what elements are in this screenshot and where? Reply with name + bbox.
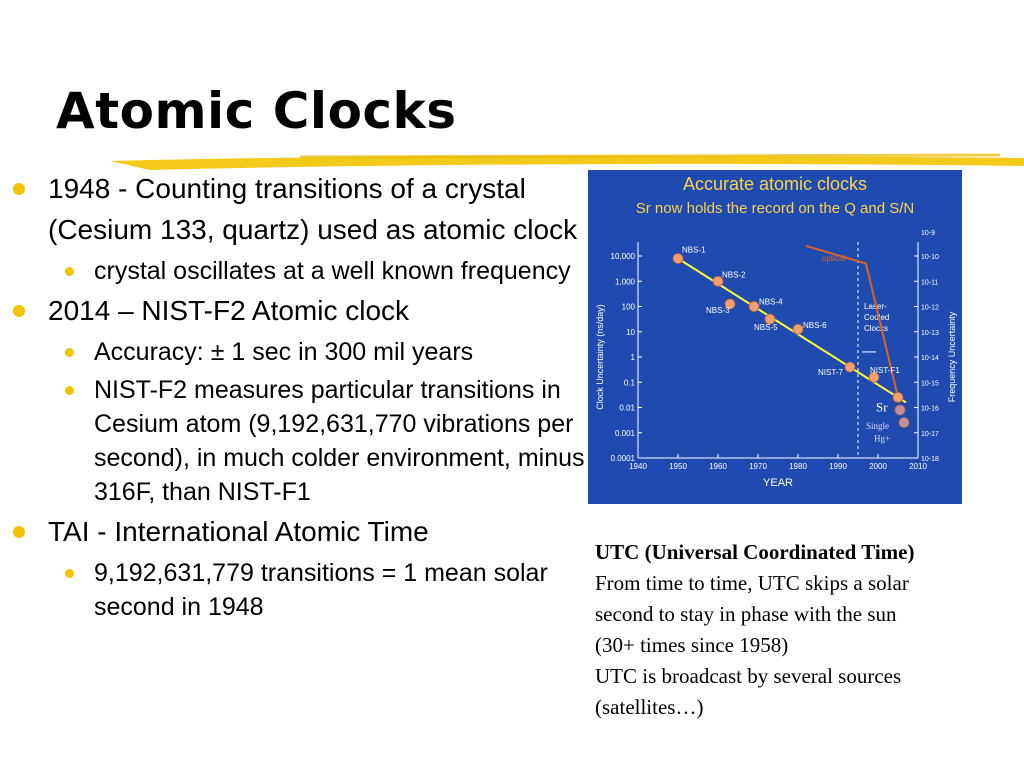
laser-cooled-label: Cooled — [864, 313, 890, 323]
y-tick-label: 10 — [626, 327, 635, 337]
data-point — [673, 254, 683, 264]
bullet-item — [0, 511, 585, 552]
bullet-dot-icon — [65, 386, 74, 395]
utc-note — [595, 537, 1015, 723]
data-point — [899, 418, 909, 428]
y-tick-label: 10,000 — [610, 252, 635, 261]
y-tick-label: 0.0001 — [610, 454, 635, 463]
y-right-tick-label: 10-16 — [921, 405, 939, 413]
sub-bullet-item — [0, 373, 585, 509]
utc-heading: UTC (Universal Coordinated Time) — [595, 540, 915, 564]
data-point — [793, 324, 803, 334]
sub-bullet-item — [0, 254, 585, 288]
data-point-label: NBS-1 — [682, 245, 706, 255]
y-right-tick-label: 10-9 — [921, 230, 936, 238]
x-tick-label: 1990 — [829, 462, 847, 471]
y-axis-label-right: Frequency Uncertainty — [947, 311, 957, 403]
data-point — [749, 302, 759, 312]
y-right-tick-label: 10-15 — [921, 380, 939, 388]
utc-line: UTC is broadcast by several sources — [595, 664, 902, 688]
y-tick-label: 0.01 — [619, 403, 635, 413]
bullet-dot-icon — [65, 569, 74, 578]
slide-title: Atomic Clocks — [56, 82, 457, 140]
y-tick-label: 0.001 — [614, 428, 635, 438]
bullet-dot-icon — [65, 267, 74, 276]
data-point-label: NBS-5 — [754, 323, 778, 333]
chart-subtitle: Sr now holds the record on the Q and S/N — [635, 200, 915, 217]
sub-bullet-text: crystal oscillates at a well known frequency — [94, 257, 571, 285]
data-point — [895, 405, 905, 415]
x-tick-label: 1940 — [629, 462, 647, 471]
utc-line: (satellites…) — [595, 695, 704, 719]
data-point-label: NIST-F1 — [870, 366, 900, 376]
bullet-item — [0, 290, 585, 331]
x-axis-label: YEAR — [763, 477, 793, 489]
y-right-tick-label: 10-18 — [921, 456, 939, 463]
utc-line: (30+ times since 1958) — [595, 633, 789, 657]
bullet-dot-icon — [13, 526, 25, 538]
chart-title: Accurate atomic clocks — [682, 174, 868, 194]
bullet-dot-icon — [13, 183, 25, 195]
chart-plot — [588, 170, 962, 504]
x-tick-label: 1950 — [669, 462, 687, 471]
sub-bullet-text: 9,192,631,779 transitions = 1 mean solar second in 1948 — [94, 559, 548, 621]
y-right-tick-label: 10-12 — [921, 304, 939, 312]
laser-cooled-label: Clocks — [864, 324, 889, 334]
y-tick-label: 100 — [621, 302, 635, 312]
x-tick-label: 2010 — [909, 462, 927, 471]
data-point — [893, 392, 903, 402]
y-right-tick-label: 10-14 — [921, 355, 939, 362]
utc-line: From time to time, UTC skips a solar — [595, 571, 909, 595]
x-tick-label: 1970 — [749, 462, 767, 471]
bullet-dot-icon — [65, 348, 74, 357]
data-point — [845, 362, 855, 372]
hg-label: Single — [866, 420, 890, 431]
bullet-text: 2014 – NIST-F2 Atomic clock — [48, 295, 410, 326]
sub-bullet-item — [0, 556, 585, 624]
utc-line: second to stay in phase with the sun — [595, 602, 897, 626]
sub-bullet-text: NIST-F2 measures particular transitions in Cesium atom (9,192,631,770 vibrations per second), in much colder environment, minus 316F, than NIST-F1 — [94, 376, 585, 506]
laser-cooled-label: Laser- — [864, 302, 887, 312]
bullet-list — [0, 168, 585, 624]
atomic-clock-chart — [588, 170, 962, 504]
y-tick-label: 1,000 — [614, 277, 635, 287]
y-tick-label: 0.1 — [623, 378, 635, 388]
optical-label: optical — [822, 254, 846, 264]
data-point-label: NBS-4 — [759, 297, 783, 307]
y-tick-label: 1 — [630, 353, 635, 362]
bullet-dot-icon — [13, 305, 25, 317]
hg-label: Hg+ — [874, 433, 891, 444]
sub-bullet-text: Accuracy: ± 1 sec in 300 mil years — [94, 338, 474, 366]
x-tick-label: 1980 — [789, 462, 807, 471]
y-right-tick-label: 10-13 — [921, 329, 939, 337]
data-point-label: NIST-7 — [818, 368, 843, 378]
data-point-label: NBS-6 — [803, 321, 827, 331]
sub-bullet-item — [0, 335, 585, 369]
bullet-text: 1948 - Counting transitions of a crystal (Cesium 133, quartz) used as atomic clock — [48, 173, 578, 245]
data-point-label: NBS-3 — [706, 305, 730, 315]
y-right-tick-label: 10-11 — [921, 279, 939, 287]
y-right-tick-label: 10-10 — [921, 254, 939, 261]
bullet-item — [0, 168, 585, 250]
y-right-tick-label: 10-17 — [921, 430, 939, 438]
x-tick-label: 1960 — [709, 462, 727, 471]
bullet-text: TAI - International Atomic Time — [48, 516, 429, 547]
x-tick-label: 2000 — [869, 462, 887, 471]
data-point-label: NBS-2 — [722, 270, 746, 280]
y-axis-label: Clock Uncertainty (ns/day) — [595, 304, 605, 410]
sr-label: Sr — [876, 399, 888, 415]
